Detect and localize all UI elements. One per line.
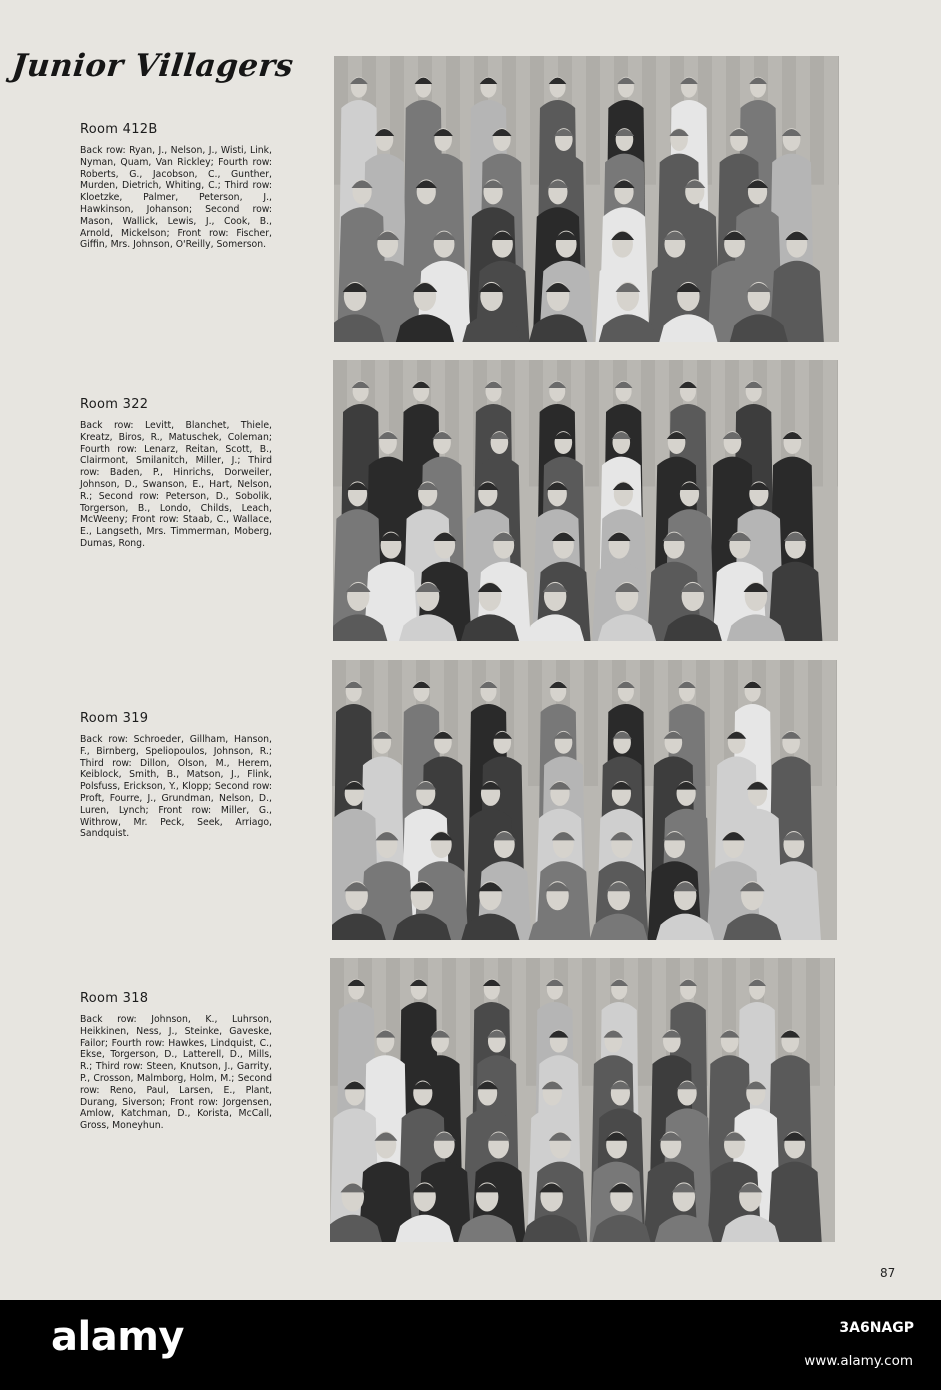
page-number: 87 — [880, 1266, 896, 1280]
room-caption-318 — [80, 991, 272, 1132]
room-caption-322 — [80, 397, 272, 550]
curtain-fold — [586, 56, 600, 185]
alamy-logo — [0, 1300, 240, 1390]
room-heading: Room 322 — [80, 397, 149, 412]
room-caption-319 — [80, 711, 272, 840]
site-url: www.alamy.com — [804, 1353, 913, 1369]
image-code: 3A6NAGP — [839, 1320, 914, 1336]
photo-graphic — [330, 958, 835, 1242]
room-caption-412b — [80, 122, 272, 251]
curtain-fold — [584, 660, 598, 786]
photo-graphic — [333, 360, 838, 641]
class-photo-322 — [333, 360, 838, 641]
room-heading: Room 319 — [80, 711, 149, 726]
room-heading: Room 318 — [80, 991, 149, 1006]
class-photo-318 — [330, 958, 835, 1242]
curtain-fold — [838, 56, 839, 185]
room-names: Back row: Ryan, J., Nelson, J., Wisti, Link, Nyman, Quam, Van Rickley; Fourth row: Roberts, G., Jacobson, C., Gunther, Murden, Dietrich, Whiting, C.; Third row: Kloetzke, Palmer, Peterson, J., Hawkinson, Johanson; Second row: Mason, Wallick, Lewis, J., Cook, B., Arnold, Mickelson; Front row: Fischer, Giffin, Mrs. Johnson, O'Reilly, Somerson. — [80, 145, 272, 251]
curtain-fold — [837, 360, 838, 486]
photo-graphic — [334, 56, 839, 342]
curtain-fold — [585, 360, 599, 486]
room-names: Back row: Schroeder, Gillham, Hanson, F., Birnberg, Speliopoulos, Johnson, R.; Third row: Dillon, Olson, M., Herem, Keiblock, Smith, B., Matson, J., Flink, Polsfuss, Erickson, Y., Klopp; Second row: Proft, Fourre, J., Grundman, Nelson, D., Luren, Lynch; Front row: Miller, G., Withrow, Mr. Peck, Seek, Arriago, Sandquist. — [80, 734, 272, 840]
room-heading: Room 412B — [80, 122, 158, 137]
curtain-fold — [638, 958, 652, 1086]
room-names: Back row: Johnson, K., Luhrson, Heikkinen, Ness, J., Steinke, Gaveske, Failor; Fourth row: Hawkes, Lindquist, C., Ekse, Torgerson, D., Latterell, D., Mills, R.; Third row: Steen, Knutson, J., Garrity, P., Crosson, Malmborg, Holm, M.; Second row: Reno, Paul, Larsen, E., Plant, Durang, Siverson; Front row: Jorgensen, Amlow, Katchman, D., Korista, McCall, Gross, Moneyhun. — [80, 1014, 272, 1132]
room-names: Back row: Levitt, Blanchet, Thiele, Kreatz, Biros, R., Matuschek, Coleman; Fourth row: Lenarz, Reitan, Scott, B., Clairmont, Smilanitch, Miller, J.; Third row: Baden, P., Hinrichs, Dorweiler, Johnson, D., Swanson, E., Hart, Nelson, R.; Second row: Peterson, D., Sobolik, Torgerson, B., Londo, Childs, Leach, McWeeny; Front row: Staab, C., Wallace, E., Langseth, Mrs. Timmerman, Moberg, Dumas, Rong. — [80, 420, 272, 549]
stock-footer-bar — [0, 1300, 941, 1390]
page-title: Junior Villagers — [10, 48, 296, 84]
brand-name: alamy — [51, 1314, 184, 1360]
photo-graphic — [332, 660, 837, 940]
curtain-fold — [641, 360, 655, 486]
class-photo-412b — [334, 56, 839, 342]
class-photo-319 — [332, 660, 837, 940]
curtain-fold — [834, 958, 835, 1086]
curtain-fold — [836, 660, 837, 786]
curtain-fold — [810, 56, 824, 185]
